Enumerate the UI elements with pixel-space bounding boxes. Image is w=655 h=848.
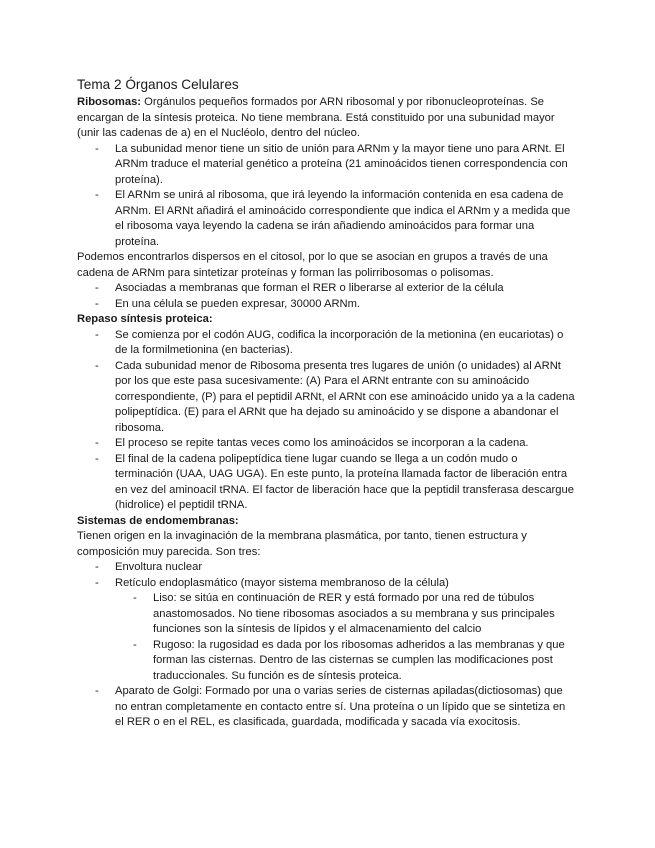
endomembranas-intro: Tienen origen en la invaginación de la membrana plasmática, por tanto, tienen estructura y composición muy parecida. Son tres:: [77, 530, 527, 558]
list-item: [77, 684, 577, 731]
bullet-dash: -: [95, 576, 99, 589]
list-item: [77, 436, 577, 452]
list-item: [77, 297, 577, 313]
list-item-text: Envoltura nuclear: [115, 561, 203, 573]
endomembranas-heading: Sistemas de endomembranas:: [77, 514, 239, 527]
sub-list-item: [115, 638, 577, 685]
list-item-text: Aparato de Golgi: Formado por una o varias series de cisternas apiladas(dictiosomas) que no entran completamente en contacto entre sí. Una proteína o un lípido que se sintetiza en el RER o en el REL, es clasificada, guardada, modificada y sacada vía exocitosis.: [115, 685, 566, 728]
repaso-list: [77, 328, 577, 514]
ribosomas-paragraph: [77, 95, 577, 142]
bullet-dash: -: [133, 592, 137, 604]
list-item: [77, 328, 577, 359]
list-item-text: Asociadas a membranas que forman el RER o liberarse al exterior de la célula: [115, 282, 504, 294]
list-item: [77, 188, 577, 250]
bullet-dash: -: [95, 282, 99, 294]
list-item-text: El proceso se repite tantas veces como los aminoácidos se incorporan a la cadena.: [115, 437, 529, 449]
repaso-heading: Repaso síntesis proteica:: [77, 313, 213, 325]
list-item-text: La subunidad menor tiene un sitio de unión para ARNm y la mayor tiene uno para ARNt. El ARNm traduce el material genético a proteína (21 aminoácidos tienen correspondencia con proteína).: [115, 142, 568, 186]
ribosomas-list-2: [77, 281, 577, 312]
list-item-text: Retículo endoplasmático (mayor sistema membranoso de la célula): [115, 576, 449, 589]
ribosomas-intro: Orgánulos pequeños formados por ARN ribosomal y por ribonucleoproteínas. Se encargan de la síntesis proteica. No tiene membrana. Está constituido por una subunidad mayor (unir las cadenas de a) en el Nucléolo, dentro del núcleo.: [77, 96, 555, 139]
sub-list-item-text: Rugoso: la rugosidad es dada por los ribosomas adheridos a las membranas y que forman las cisternas. Dentro de las cisternas se cumplen las modificaciones post traduccionales. Su función es de síntesis proteica.: [153, 638, 565, 682]
sub-list-item: [115, 591, 577, 638]
list-item-text: En una célula se pueden expresar, 30000 ARNm.: [115, 297, 361, 310]
bullet-dash: -: [95, 561, 99, 573]
bullet-dash: -: [95, 328, 99, 341]
list-item-text: Se comienza por el codón AUG, codifica la incorporación de la metionina (en eucariotas) o de la formilmetionina (en bacterias).: [115, 328, 564, 356]
endomembranas-list: [77, 560, 577, 731]
bullet-dash: -: [133, 638, 137, 651]
bullet-dash: -: [95, 359, 99, 372]
document-body: [77, 76, 577, 731]
ribosomas-paragraph-2: Podemos encontrarlos dispersos en el citosol, por lo que se asocian en grupos a través de una cadena de ARNm para sintetizar proteínas y forman las polirribosomas o polisomas.: [77, 251, 548, 279]
page-title: Tema 2 Órganos Celulares: [77, 77, 239, 92]
list-item-text: Cada subunidad menor de Ribosoma presenta tres lugares de unión (o unidades) al ARNt por los que este pasa sucesivamente: (A) Para el ARNt entrante con su aminoácido correspondiente, (P) para el peptidil ARNt, el ARNt con ese aminoácido unido ya a la cadena polipeptídica. (E) para el ARNt que ha dejado su aminoácido y se dispone a abandonar el ribosoma.: [115, 359, 575, 434]
list-item: [77, 452, 577, 514]
sub-list-item-text: Liso: se sitúa en continuación de RER y está formado por una red de túbulos anastomosados. No tiene ribosomas asociados a su membrana y sus principales funciones son la síntesis de lípidos y el almacenamiento del calcio: [153, 592, 555, 635]
bullet-dash: -: [95, 142, 99, 155]
list-item: [77, 359, 577, 437]
list-item: [77, 576, 577, 685]
bullet-dash: -: [95, 685, 99, 697]
reticulo-sublist: [115, 591, 577, 684]
bullet-dash: -: [95, 437, 99, 449]
list-item-text: El ARNm se unirá al ribosoma, que irá leyendo la información contenida en esa cadena de ARNm. El ARNt añadirá el aminoácido correspondiente que indica el ARNm y a medida que el ribosoma vaya leyendo la cadena se irán añadiendo aminoácidos para formar una proteína.: [115, 189, 571, 248]
list-item-text: El final de la cadena polipeptídica tiene lugar cuando se llega a un codón mudo o terminación (UAA, UAG UGA). En este punto, la proteína llamada factor de liberación entra en vez del aminoacil tRNA. El factor de liberación hace que la peptidil transferasa descargue (hidrolice) el peptidil tRNA.: [115, 452, 574, 511]
list-item: [77, 281, 577, 297]
ribosomas-heading: Ribosomas:: [77, 96, 142, 108]
bullet-dash: -: [95, 452, 99, 465]
bullet-dash: -: [95, 297, 99, 310]
ribosomas-list: [77, 142, 577, 251]
bullet-dash: -: [95, 189, 99, 201]
list-item: [77, 142, 577, 189]
list-item: [77, 560, 577, 576]
